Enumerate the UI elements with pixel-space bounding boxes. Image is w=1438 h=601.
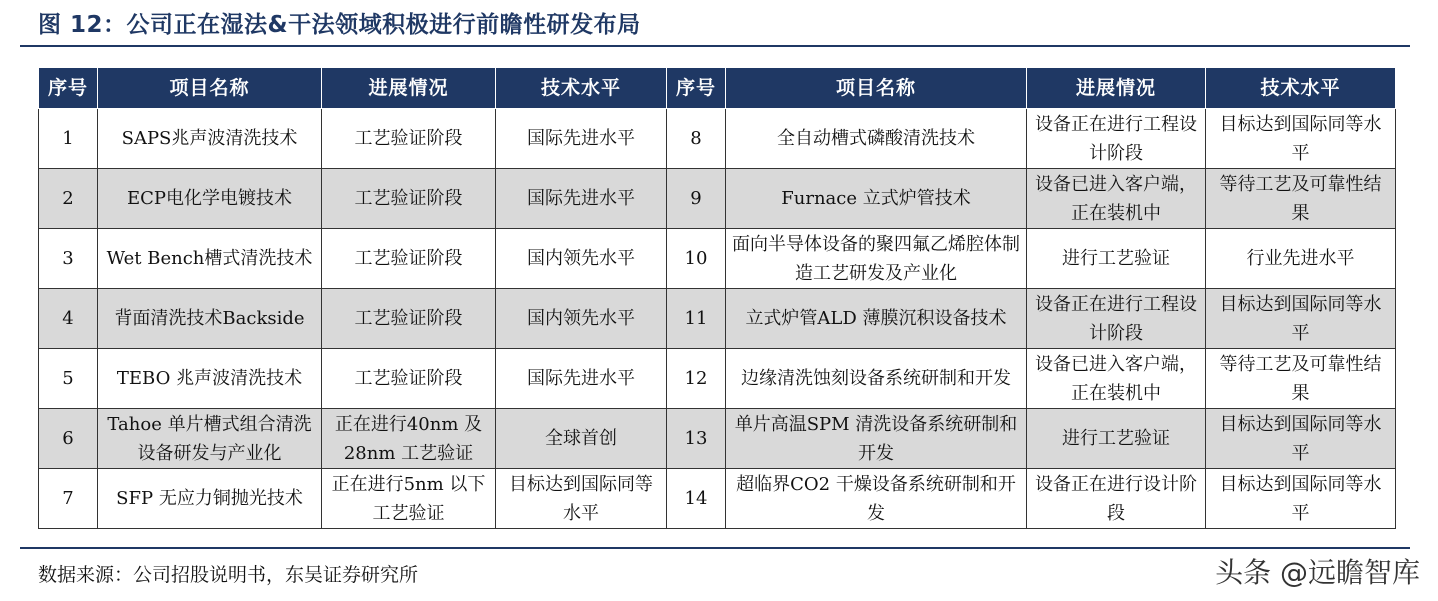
cell-level: 国际先进水平 [496, 109, 667, 169]
table-row [39, 349, 1396, 409]
figure-title: 图 12：公司正在湿法&干法领域积极进行前瞻性研发布局 [38, 12, 641, 38]
cell-name: 超临界CO2 干燥设备系统研制和开发 [726, 469, 1027, 529]
cell-progress: 设备已进入客户端，正在装机中 [1027, 169, 1206, 229]
cell-level: 行业先进水平 [1206, 229, 1396, 289]
cell-no: 9 [667, 169, 726, 229]
cell-level: 目标达到国际同等水平 [1206, 289, 1396, 349]
cell-level: 国内领先水平 [496, 289, 667, 349]
cell-no: 8 [667, 109, 726, 169]
cell-name: SAPS兆声波清洗技术 [98, 109, 322, 169]
cell-no: 14 [667, 469, 726, 529]
research-projects-table [38, 67, 1396, 529]
cell-name: 面向半导体设备的聚四氟乙烯腔体制造工艺研发及产业化 [726, 229, 1027, 289]
cell-level: 等待工艺及可靠性结果 [1206, 349, 1396, 409]
cell-progress: 工艺验证阶段 [322, 229, 496, 289]
cell-level: 目标达到国际同等水平 [1206, 409, 1396, 469]
col-header-name-2: 项目名称 [726, 68, 1027, 109]
col-header-level: 技术水平 [496, 68, 667, 109]
col-header-no-2: 序号 [667, 68, 726, 109]
cell-name: 边缘清洗蚀刻设备系统研制和开发 [726, 349, 1027, 409]
col-header-level-2: 技术水平 [1206, 68, 1396, 109]
cell-level: 目标达到国际同等水平 [1206, 469, 1396, 529]
cell-name: Wet Bench槽式清洗技术 [98, 229, 322, 289]
cell-level: 目标达到国际同等水平 [1206, 109, 1396, 169]
cell-no: 7 [39, 469, 98, 529]
cell-no: 13 [667, 409, 726, 469]
table-header-row [39, 68, 1396, 109]
cell-name: 背面清洗技术Backside [98, 289, 322, 349]
cell-progress: 进行工艺验证 [1027, 229, 1206, 289]
table-row [39, 169, 1396, 229]
cell-no: 10 [667, 229, 726, 289]
cell-name: 全自动槽式磷酸清洗技术 [726, 109, 1027, 169]
cell-no: 5 [39, 349, 98, 409]
col-header-progress: 进展情况 [322, 68, 496, 109]
cell-progress: 设备正在进行工程设计阶段 [1027, 109, 1206, 169]
cell-level: 国内领先水平 [496, 229, 667, 289]
cell-no: 3 [39, 229, 98, 289]
cell-level: 目标达到国际同等水平 [496, 469, 667, 529]
cell-progress: 工艺验证阶段 [322, 169, 496, 229]
cell-no: 6 [39, 409, 98, 469]
cell-no: 1 [39, 109, 98, 169]
cell-no: 2 [39, 169, 98, 229]
cell-level: 国际先进水平 [496, 349, 667, 409]
col-header-no: 序号 [39, 68, 98, 109]
cell-level: 全球首创 [496, 409, 667, 469]
cell-progress: 工艺验证阶段 [322, 349, 496, 409]
data-source-note: 数据来源：公司招股说明书，东吴证券研究所 [38, 564, 419, 586]
cell-progress: 工艺验证阶段 [322, 109, 496, 169]
cell-no: 4 [39, 289, 98, 349]
cell-progress: 进行工艺验证 [1027, 409, 1206, 469]
cell-name: TEBO 兆声波清洗技术 [98, 349, 322, 409]
cell-progress: 设备正在进行设计阶段 [1027, 469, 1206, 529]
cell-level: 国际先进水平 [496, 169, 667, 229]
cell-level: 等待工艺及可靠性结果 [1206, 169, 1396, 229]
cell-name: 立式炉管ALD 薄膜沉积设备技术 [726, 289, 1027, 349]
table-row [39, 469, 1396, 529]
table-row [39, 229, 1396, 289]
cell-name: Furnace 立式炉管技术 [726, 169, 1027, 229]
col-header-progress-2: 进展情况 [1027, 68, 1206, 109]
cell-name: Tahoe 单片槽式组合清洗设备研发与产业化 [98, 409, 322, 469]
cell-progress: 工艺验证阶段 [322, 289, 496, 349]
cell-progress: 设备正在进行工程设计阶段 [1027, 289, 1206, 349]
table-row [39, 289, 1396, 349]
table-row [39, 109, 1396, 169]
table-row [39, 409, 1396, 469]
cell-progress: 设备已进入客户端，正在装机中 [1027, 349, 1206, 409]
top-divider [20, 45, 1410, 47]
col-header-name: 项目名称 [98, 68, 322, 109]
cell-name: SFP 无应力铜抛光技术 [98, 469, 322, 529]
cell-name: ECP电化学电镀技术 [98, 169, 322, 229]
cell-progress: 正在进行40nm 及28nm 工艺验证 [322, 409, 496, 469]
cell-no: 12 [667, 349, 726, 409]
cell-progress: 正在进行5nm 以下工艺验证 [322, 469, 496, 529]
bottom-divider [20, 547, 1410, 549]
watermark: 头条 @远瞻智库 [1215, 556, 1420, 589]
cell-no: 11 [667, 289, 726, 349]
cell-name: 单片高温SPM 清洗设备系统研制和开发 [726, 409, 1027, 469]
